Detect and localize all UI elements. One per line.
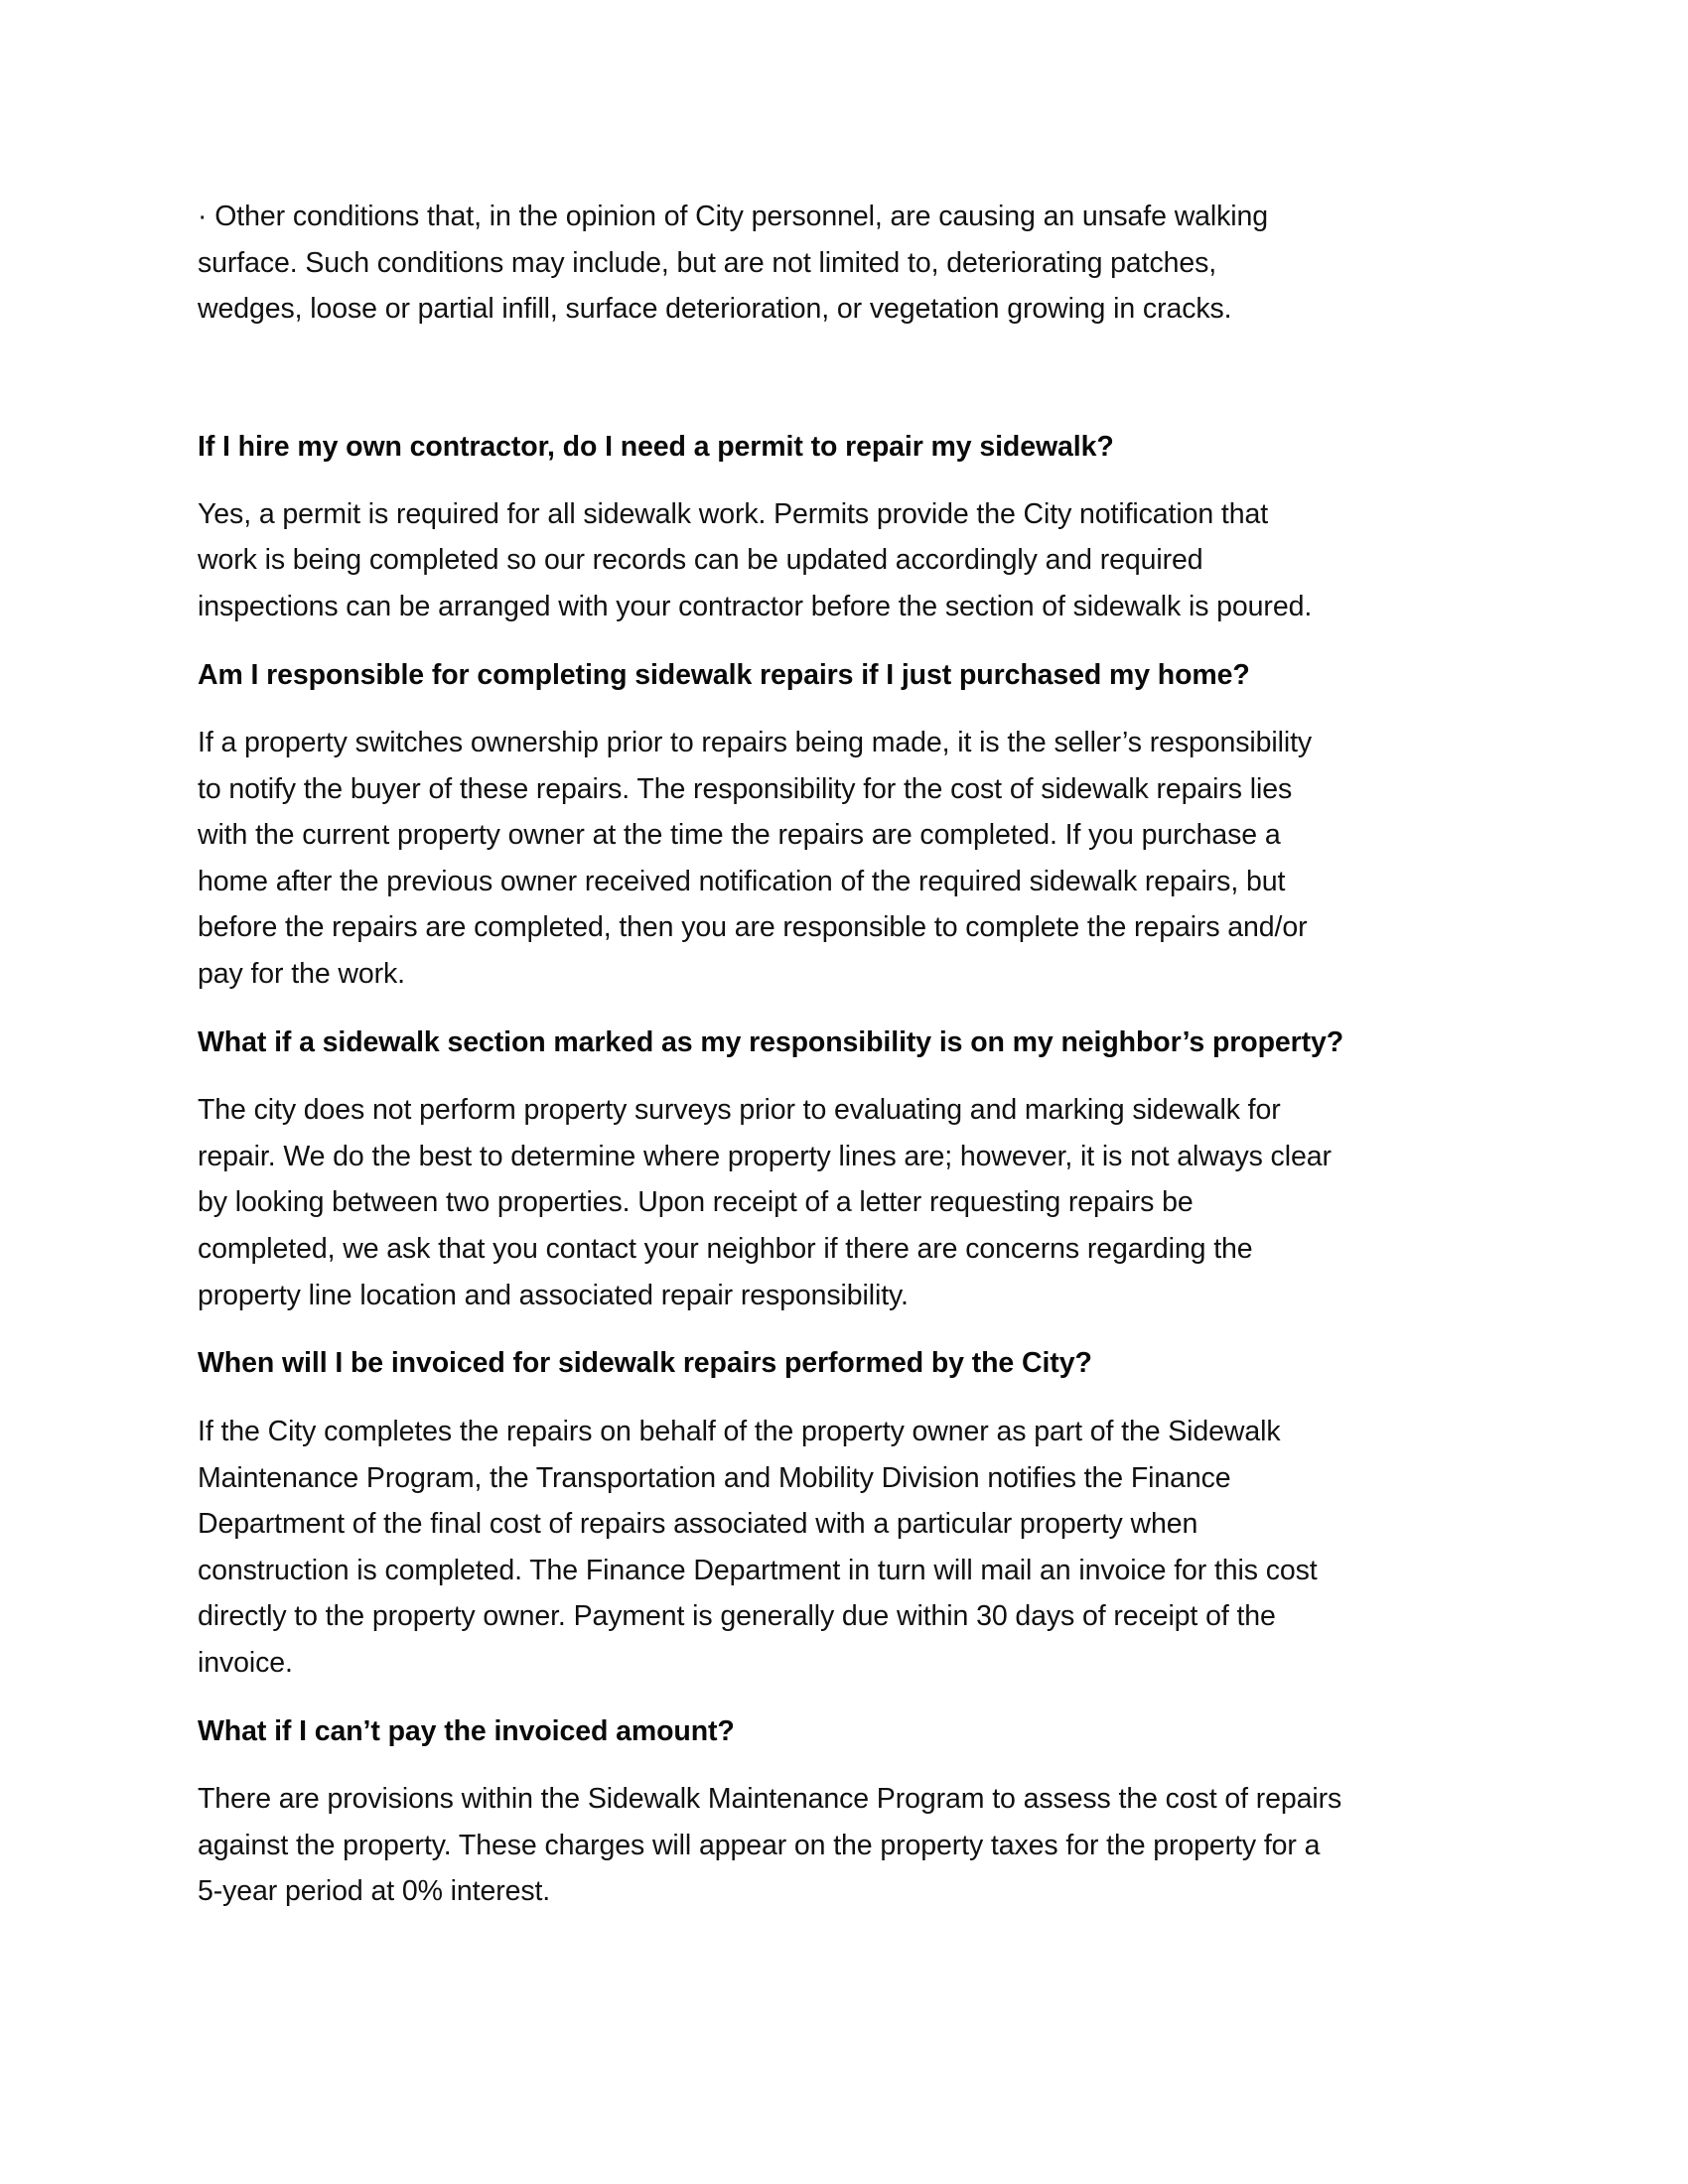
faq-answer-line: inspections can be arranged with your contractor before the section of sidewalk is poured.: [198, 591, 1313, 622]
bullet-line: wedges, loose or partial infill, surface deterioration, or vegetation growing in cracks.: [198, 293, 1232, 325]
faq-answer-line: work is being completed so our records can be updated accordingly and required: [198, 544, 1203, 576]
bullet-line: surface. Such conditions may include, but are not limited to, deteriorating patches,: [198, 247, 1217, 279]
faq-answer-line: pay for the work.: [198, 958, 405, 990]
faq-answer-line: The city does not perform property surveys prior to evaluating and marking sidewalk for: [198, 1094, 1281, 1126]
faq-answer-line: to notify the buyer of these repairs. The responsibility for the cost of sidewalk repairs lies: [198, 773, 1293, 805]
faq-question: When will I be invoiced for sidewalk repairs performed by the City?: [198, 1347, 1092, 1379]
faq-answer-line: by looking between two properties. Upon receipt of a letter requesting repairs be: [198, 1186, 1194, 1218]
faq-answer-line: There are provisions within the Sidewalk Maintenance Program to assess the cost of repairs: [198, 1783, 1342, 1815]
faq-answer-line: repair. We do the best to determine where property lines are; however, it is not always clear: [198, 1141, 1332, 1172]
faq-answer-line: Department of the final cost of repairs associated with a particular property when: [198, 1508, 1198, 1540]
faq-answer-line: invoice.: [198, 1647, 293, 1679]
faq-answer-line: before the repairs are completed, then you are responsible to complete the repairs and/or: [198, 911, 1308, 943]
faq-answer-line: home after the previous owner received notification of the required sidewalk repairs, but: [198, 866, 1286, 897]
faq-answer-line: Maintenance Program, the Transportation and Mobility Division notifies the Finance: [198, 1462, 1231, 1494]
faq-answer-line: against the property. These charges will appear on the property taxes for the property for a: [198, 1830, 1321, 1861]
faq-answer-line: Yes, a permit is required for all sidewalk work. Permits provide the City notification that: [198, 498, 1269, 530]
faq-question: What if a sidewalk section marked as my responsibility is on my neighbor’s property?: [198, 1026, 1344, 1058]
faq-question: What if I can’t pay the invoiced amount?: [198, 1715, 735, 1747]
bullet-marker: ·: [198, 201, 208, 232]
faq-answer-line: completed, we ask that you contact your neighbor if there are concerns regarding the: [198, 1233, 1253, 1265]
bullet-line: · Other conditions that, in the opinion of City personnel, are causing an unsafe walking: [198, 201, 1269, 232]
faq-answer-line: property line location and associated repair responsibility.: [198, 1280, 909, 1311]
faq-answer-line: If a property switches ownership prior to repairs being made, it is the seller’s responsibility: [198, 727, 1313, 758]
faq-answer-line: construction is completed. The Finance Department in turn will mail an invoice for this cost: [198, 1555, 1318, 1586]
faq-answer-line: directly to the property owner. Payment is generally due within 30 days of receipt of the: [198, 1600, 1276, 1632]
faq-answer-line: 5-year period at 0% interest.: [198, 1875, 551, 1907]
faq-answer-line: with the current property owner at the time the repairs are completed. If you purchase a: [198, 819, 1281, 851]
faq-answer-line: If the City completes the repairs on behalf of the property owner as part of the Sidewalk: [198, 1416, 1281, 1447]
faq-question: If I hire my own contractor, do I need a permit to repair my sidewalk?: [198, 431, 1114, 463]
faq-question: Am I responsible for completing sidewalk repairs if I just purchased my home?: [198, 659, 1250, 691]
